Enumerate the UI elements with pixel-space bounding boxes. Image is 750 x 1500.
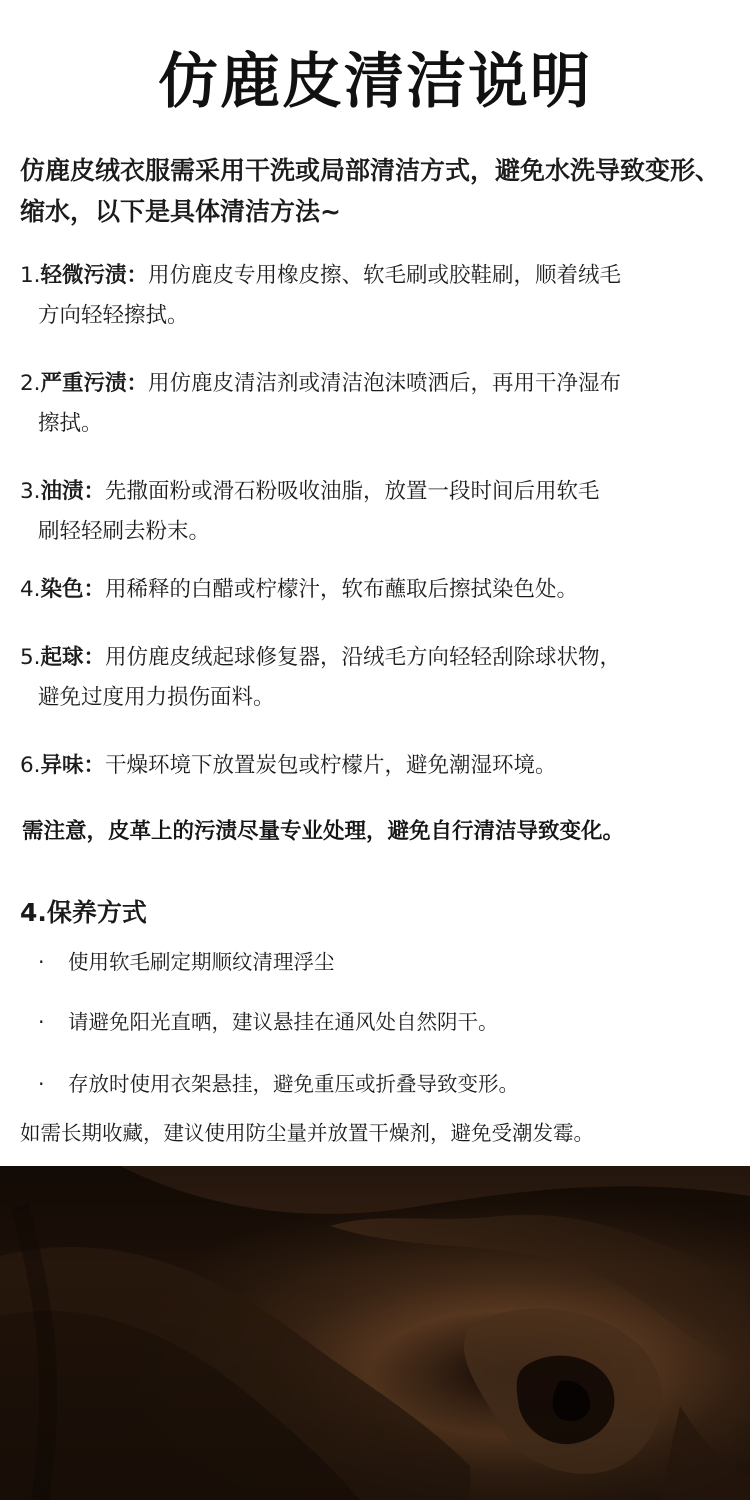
step-text: 用稀释的白醋或柠檬汁，软布蘸取后擦拭染色处。 [105,577,579,602]
closing-text: 如需长期收藏，建议使用防尘量并放置干燥剂，避免受潮发霉。 [20,1121,594,1145]
page-title: 仿鹿皮清洁说明 [158,47,592,117]
step-number: 4. [20,577,41,602]
notice-text: 需注意，皮革上的污渍尽量专业处理，避免自行清洁导致变化。 [22,819,625,844]
step-text-continued: 擦拭。 [38,411,103,436]
step-text: 用仿鹿皮清洁剂或清洁泡沫喷洒后，再用干净湿布 [148,371,622,396]
bullet-dot: · [38,1072,45,1096]
bullet-dot: · [38,950,45,974]
cleaning-step [20,472,600,552]
cleaning-step [20,570,578,610]
step-heading: 油渍： [40,479,106,504]
suede-fabric-photo [0,1166,750,1500]
step-text-continued: 刷轻轻刷去粉末。 [38,519,211,544]
step-number: 3. [20,479,41,504]
care-tip-text: 使用软毛刷定期顺纹清理浮尘 [68,950,335,974]
step-number: 2. [20,371,41,396]
care-section-title: 4.保养方式 [20,898,147,927]
step-text-continued: 避免过度用力损伤面料。 [38,685,275,710]
cleaning-step [20,256,621,336]
step-text: 先撒面粉或滑石粉吸收油脂，放置一段时间后用软毛 [105,479,600,504]
cleaning-step [20,364,621,444]
care-tip-text: 请避免阳光直晒，建议悬挂在通风处自然阴干。 [68,1010,499,1034]
list-item [38,1006,499,1038]
step-number: 6. [20,753,41,778]
intro-paragraph: 仿鹿皮绒衣服需采用干洗或局部清洁方式，避免水洗导致变形、缩水，以下是具体清洁方法~ [20,156,721,226]
care-tip-text: 存放时使用衣架悬挂，避免重压或折叠导致变形。 [68,1072,519,1096]
step-heading: 轻微污渍： [40,263,149,288]
step-number: 1. [20,263,41,288]
step-text: 干燥环境下放置炭包或柠檬片，避免潮湿环境。 [105,753,557,778]
step-heading: 染色： [40,577,106,602]
list-item [38,946,335,978]
fabric-illustration [0,1166,750,1500]
cleaning-step [20,638,621,718]
step-text: 用仿鹿皮专用橡皮擦、软毛刷或胶鞋刷，顺着绒毛 [148,263,622,288]
bullet-dot: · [38,1010,45,1034]
cleaning-step [20,746,557,786]
list-item [38,1068,519,1100]
step-text: 用仿鹿皮绒起球修复器，沿绒毛方向轻轻刮除球状物， [105,645,622,670]
step-heading: 严重污渍： [40,371,149,396]
step-text-continued: 方向轻轻擦拭。 [38,303,189,328]
step-number: 5. [20,645,41,670]
step-heading: 异味： [40,753,106,778]
step-heading: 起球： [40,645,106,670]
